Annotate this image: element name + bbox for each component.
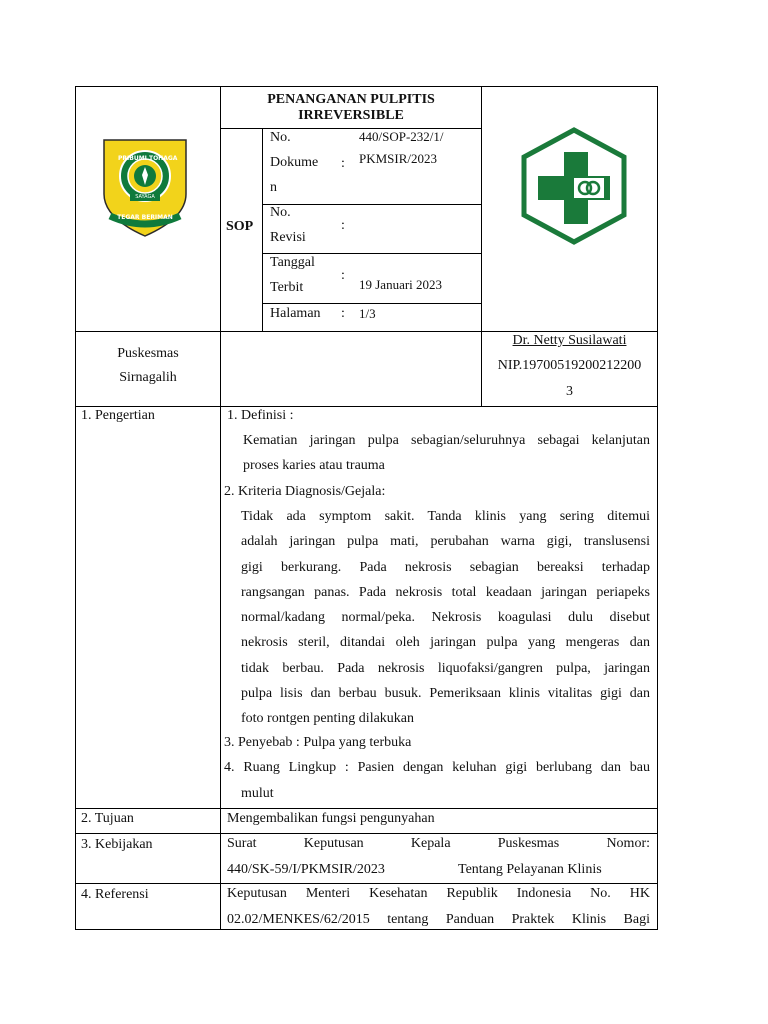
no-dokumen-label-3: n [270,180,277,195]
tanggal-value: 19 Januari 2023 [359,277,443,292]
halaman-colon: : [341,306,345,321]
kriteria-line: rangsangan panas. Pada nekrosis total keadaan jaringan periapeks [241,584,650,600]
puskesmas-cross-icon [516,126,632,246]
signatory-nip-line2: 3 [566,384,573,399]
penyebab-line: 3. Penyebab : Pulpa yang terbuka [224,735,412,750]
kriteria-line: Tidak ada symptom sakit. Tanda klinis yang sering ditemui [241,509,650,524]
no-dokumen-colon: : [341,156,345,171]
kebijakan-line2-number: 440/SK-59/I/PKMSIR/2023 [227,862,385,877]
section-label-kebijakan: 3. Kebijakan [81,837,153,852]
emblem-top-text: PRIBUMI TOHAGA [118,155,178,162]
kebijakan-line1: Surat Keputusan Kepala Puskesmas Nomor: [227,836,650,851]
section-label-referensi: 4. Referensi [81,887,149,902]
no-revisi-colon: : [341,218,345,233]
no-dokumen-value-2: PKMSIR/2023 [359,151,438,166]
sop-title-line2: IRREVERSIBLE [298,108,404,123]
sop-title-line1: PENANGANAN PULPITIS [267,92,435,107]
regency-emblem [100,136,190,238]
kriteria-line: gigi berkurang. Pada nekrosis sebagian bereaksi terhadap [241,559,650,575]
tanggal-label-1: Tanggal [270,255,315,270]
emblem-inner-text: SAYAGA [135,194,155,200]
kriteria-line: nekrosis steril, ditandai oleh jaringan pulpa yang mengeras dan [241,635,650,651]
tanggal-colon: : [341,268,345,283]
section-label-pengertian: 1. Pengertian [81,408,155,423]
definisi-line: Kematian jaringan pulpa sebagian/seluruhnya sebagai kelanjutan [243,433,650,448]
kriteria-line: pulpa lisis dan berbau busuk. Pemeriksaan klinis vitalitas gigi dan [241,686,650,702]
tanggal-label-2: Terbit [270,280,304,295]
definisi-heading: 1. Definisi : [227,408,294,423]
referensi-line2: 02.02/MENKES/62/2015 tentang Panduan Praktek Klinis Bagi [227,912,650,927]
puskesmas-logo [516,126,632,246]
referensi-line1: Keputusan Menteri Kesehatan Republik Indonesia No. HK [227,886,650,901]
sop-label: SOP [226,219,254,234]
section-label-tujuan: 2. Tujuan [81,811,134,826]
no-dokumen-label-2: Dokume [270,155,319,170]
institution-line1: Puskesmas [117,346,179,361]
no-dokumen-label-1: No. [270,130,291,145]
kriteria-line: normal/kadang normal/peka. Nekrosis koagulasi dulu disebut [241,610,650,626]
halaman-value: 1/3 [359,306,376,321]
signatory-nip-line1: NIP.19700519200212200 [497,358,642,373]
emblem-shield-icon [100,136,190,238]
kriteria-paragraph [241,504,650,732]
institution-line2: Sirnagalih [119,370,177,385]
definisi-paragraph [243,428,650,479]
kriteria-line: tidak berbau. Pada nekrosis liquofaksi/gangren pulpa, jaringan [241,660,650,676]
kebijakan-line2-title: Tentang Pelayanan Klinis [458,862,602,877]
signatory-name: Dr. Netty Susilawati [512,333,627,348]
halaman-label: Halaman [270,306,321,321]
tujuan-text: Mengembalikan fungsi pengunyahan [227,811,435,826]
emblem-motto: TEGAR BERIMAN [117,214,173,221]
no-dokumen-value-1: 440/SOP-232/1/ [359,129,444,144]
kriteria-line: adalah jaringan pulpa mati, perubahan warna gigi, translusensi [241,534,650,550]
no-revisi-label-1: No. [270,205,291,220]
ruang-lingkup-line2: mulut [241,786,274,801]
definisi-line: proses karies atau trauma [243,458,385,474]
ruang-lingkup-line1: 4. Ruang Lingkup : Pasien dengan keluhan gigi berlubang dan bau [224,760,650,775]
kriteria-heading: 2. Kriteria Diagnosis/Gejala: [224,484,386,499]
no-revisi-label-2: Revisi [270,230,306,245]
kriteria-line: foto rontgen penting dilakukan [241,711,415,727]
